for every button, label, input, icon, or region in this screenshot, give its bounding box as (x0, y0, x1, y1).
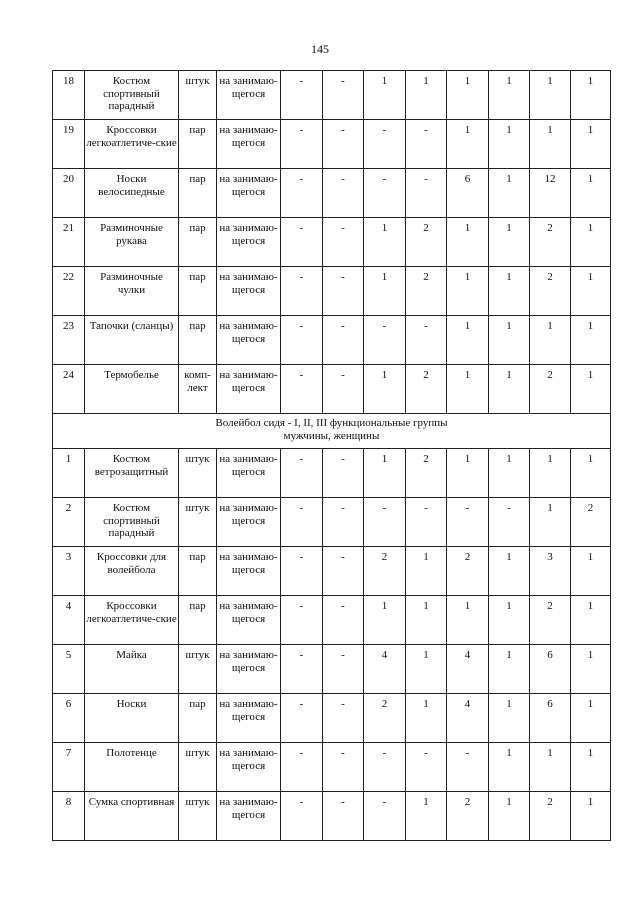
quantity-cell: 1 (447, 71, 489, 120)
quantity-cell: 1 (489, 645, 530, 694)
section-header-row (53, 414, 611, 449)
row-number: 21 (53, 218, 85, 267)
unit-cell: комп-лект (179, 365, 217, 414)
quantity-cell: - (281, 743, 323, 792)
quantity-cell: - (281, 169, 323, 218)
unit-cell: пар (179, 218, 217, 267)
quantity-cell: 1 (571, 218, 611, 267)
quantity-cell: - (323, 596, 364, 645)
quantity-cell: 2 (364, 547, 406, 596)
row-number: 8 (53, 792, 85, 841)
table-row (53, 218, 611, 267)
quantity-cell: - (323, 267, 364, 316)
quantity-cell: 3 (530, 547, 571, 596)
quantity-cell: - (323, 316, 364, 365)
quantity-cell: - (281, 596, 323, 645)
quantity-cell: 2 (447, 547, 489, 596)
quantity-cell: 2 (571, 498, 611, 547)
page-number: 145 (311, 42, 329, 56)
table-row (53, 743, 611, 792)
quantity-cell: 2 (530, 792, 571, 841)
unit-cell: пар (179, 120, 217, 169)
row-number: 7 (53, 743, 85, 792)
quantity-cell: - (406, 498, 447, 547)
quantity-cell: 6 (447, 169, 489, 218)
quantity-cell: - (281, 498, 323, 547)
quantity-cell: - (323, 547, 364, 596)
per-whom-cell: на занимаю-щегося (217, 449, 281, 498)
equipment-table (52, 70, 611, 841)
item-name: Кроссовки легкоатлетиче-ские (85, 120, 179, 169)
quantity-cell: - (281, 316, 323, 365)
quantity-cell: 1 (447, 596, 489, 645)
quantity-cell: - (281, 694, 323, 743)
quantity-cell: 1 (364, 596, 406, 645)
item-name: Термобелье (85, 365, 179, 414)
quantity-cell: - (281, 792, 323, 841)
quantity-cell: 1 (571, 645, 611, 694)
quantity-cell: - (447, 743, 489, 792)
unit-cell: пар (179, 169, 217, 218)
quantity-cell: - (323, 498, 364, 547)
per-whom-cell: на занимаю-щегося (217, 498, 281, 547)
per-whom-cell: на занимаю-щегося (217, 645, 281, 694)
quantity-cell: - (323, 645, 364, 694)
quantity-cell: - (447, 498, 489, 547)
quantity-cell: - (364, 120, 406, 169)
item-name: Разминочные чулки (85, 267, 179, 316)
quantity-cell: 1 (571, 267, 611, 316)
quantity-cell: 1 (530, 120, 571, 169)
table-row (53, 498, 611, 547)
quantity-cell: 1 (364, 267, 406, 316)
row-number: 19 (53, 120, 85, 169)
quantity-cell: 1 (406, 694, 447, 743)
quantity-cell: 2 (530, 365, 571, 414)
per-whom-cell: на занимаю-щегося (217, 71, 281, 120)
quantity-cell: - (323, 120, 364, 169)
quantity-cell: 1 (364, 365, 406, 414)
item-name: Костюм спортивный парадный (85, 71, 179, 120)
unit-cell: штук (179, 71, 217, 120)
item-name: Полотенце (85, 743, 179, 792)
unit-cell: штук (179, 498, 217, 547)
per-whom-cell: на занимаю-щегося (217, 267, 281, 316)
item-name: Носки (85, 694, 179, 743)
unit-cell: штук (179, 743, 217, 792)
quantity-cell: - (406, 316, 447, 365)
quantity-cell: - (323, 365, 364, 414)
quantity-cell: - (406, 169, 447, 218)
quantity-cell: - (281, 71, 323, 120)
quantity-cell: 2 (364, 694, 406, 743)
quantity-cell: 1 (447, 365, 489, 414)
unit-cell: пар (179, 316, 217, 365)
quantity-cell: 1 (489, 694, 530, 743)
quantity-cell: 1 (489, 547, 530, 596)
quantity-cell: 1 (447, 316, 489, 365)
quantity-cell: 2 (406, 218, 447, 267)
item-name: Костюм ветрозащитный (85, 449, 179, 498)
table-row (53, 365, 611, 414)
per-whom-cell: на занимаю-щегося (217, 169, 281, 218)
quantity-cell: 6 (530, 645, 571, 694)
quantity-cell: - (364, 169, 406, 218)
quantity-cell: 1 (571, 449, 611, 498)
table-row (53, 694, 611, 743)
quantity-cell: 1 (571, 596, 611, 645)
section-title (53, 414, 611, 449)
unit-cell: штук (179, 449, 217, 498)
quantity-cell: 1 (406, 71, 447, 120)
table-row (53, 547, 611, 596)
quantity-cell: - (364, 498, 406, 547)
quantity-cell: 1 (571, 71, 611, 120)
per-whom-cell: на занимаю-щегося (217, 743, 281, 792)
quantity-cell: - (364, 316, 406, 365)
section-title-line-2: мужчины, женщины (283, 429, 380, 442)
quantity-cell: 1 (489, 316, 530, 365)
quantity-cell: 1 (489, 218, 530, 267)
table-row (53, 792, 611, 841)
quantity-cell: - (364, 792, 406, 841)
quantity-cell: 1 (489, 71, 530, 120)
quantity-cell: - (323, 71, 364, 120)
quantity-cell: 1 (447, 449, 489, 498)
unit-cell: штук (179, 645, 217, 694)
quantity-cell: - (364, 743, 406, 792)
quantity-cell: - (406, 120, 447, 169)
quantity-cell: 1 (364, 218, 406, 267)
quantity-cell: 1 (406, 645, 447, 694)
section-title-line-1: Волейбол сидя - I, II, III функциональные группы (215, 417, 448, 429)
row-number: 3 (53, 547, 85, 596)
row-number: 6 (53, 694, 85, 743)
quantity-cell: 1 (447, 120, 489, 169)
unit-cell: пар (179, 694, 217, 743)
quantity-cell: - (323, 169, 364, 218)
quantity-cell: 1 (489, 449, 530, 498)
quantity-cell: 1 (571, 792, 611, 841)
item-name: Тапочки (сланцы) (85, 316, 179, 365)
quantity-cell: - (489, 498, 530, 547)
item-name: Майка (85, 645, 179, 694)
table-row (53, 316, 611, 365)
quantity-cell: 1 (489, 120, 530, 169)
quantity-cell: 1 (530, 449, 571, 498)
quantity-cell: 1 (447, 218, 489, 267)
quantity-cell: 2 (530, 596, 571, 645)
row-number: 22 (53, 267, 85, 316)
quantity-cell: 1 (571, 743, 611, 792)
item-name: Носки велосипедные (85, 169, 179, 218)
quantity-cell: 1 (406, 547, 447, 596)
quantity-cell: 4 (364, 645, 406, 694)
equipment-table-body (53, 71, 611, 841)
quantity-cell: 1 (571, 365, 611, 414)
table-row (53, 596, 611, 645)
quantity-cell: 1 (364, 449, 406, 498)
quantity-cell: 1 (571, 316, 611, 365)
quantity-cell: 2 (406, 449, 447, 498)
table-row (53, 169, 611, 218)
row-number: 4 (53, 596, 85, 645)
quantity-cell: 2 (530, 267, 571, 316)
row-number: 20 (53, 169, 85, 218)
row-number: 23 (53, 316, 85, 365)
quantity-cell: - (281, 120, 323, 169)
quantity-cell: - (281, 218, 323, 267)
per-whom-cell: на занимаю-щегося (217, 365, 281, 414)
quantity-cell: 1 (571, 120, 611, 169)
quantity-cell: 1 (489, 169, 530, 218)
per-whom-cell: на занимаю-щегося (217, 596, 281, 645)
quantity-cell: 1 (571, 547, 611, 596)
row-number: 1 (53, 449, 85, 498)
unit-cell: штук (179, 792, 217, 841)
quantity-cell: 4 (447, 694, 489, 743)
per-whom-cell: на занимаю-щегося (217, 792, 281, 841)
item-name: Кроссовки легкоатлетиче-ские (85, 596, 179, 645)
per-whom-cell: на занимаю-щегося (217, 316, 281, 365)
quantity-cell: - (323, 218, 364, 267)
quantity-cell: 2 (447, 792, 489, 841)
unit-cell: пар (179, 596, 217, 645)
item-name: Разминочные рукава (85, 218, 179, 267)
quantity-cell: 2 (406, 365, 447, 414)
table-row (53, 71, 611, 120)
quantity-cell: - (281, 547, 323, 596)
unit-cell: пар (179, 547, 217, 596)
per-whom-cell: на занимаю-щегося (217, 120, 281, 169)
item-name: Сумка спортивная (85, 792, 179, 841)
table-row (53, 449, 611, 498)
quantity-cell: 12 (530, 169, 571, 218)
quantity-cell: - (281, 365, 323, 414)
quantity-cell: 1 (530, 71, 571, 120)
quantity-cell: - (281, 267, 323, 316)
quantity-cell: - (323, 743, 364, 792)
quantity-cell: - (323, 694, 364, 743)
item-name: Костюм спортивный парадный (85, 498, 179, 547)
quantity-cell: - (323, 792, 364, 841)
quantity-cell: 1 (489, 596, 530, 645)
row-number: 2 (53, 498, 85, 547)
quantity-cell: 1 (406, 792, 447, 841)
row-number: 5 (53, 645, 85, 694)
quantity-cell: 1 (489, 792, 530, 841)
table-row (53, 120, 611, 169)
quantity-cell: 1 (530, 316, 571, 365)
quantity-cell: 4 (447, 645, 489, 694)
quantity-cell: 1 (571, 169, 611, 218)
table-row (53, 267, 611, 316)
quantity-cell: - (406, 743, 447, 792)
quantity-cell: - (323, 449, 364, 498)
unit-cell: пар (179, 267, 217, 316)
item-name: Кроссовки для волейбола (85, 547, 179, 596)
quantity-cell: 1 (489, 365, 530, 414)
quantity-cell: 1 (489, 267, 530, 316)
quantity-cell: 1 (406, 596, 447, 645)
quantity-cell: 1 (489, 743, 530, 792)
quantity-cell: 2 (406, 267, 447, 316)
quantity-cell: 2 (530, 218, 571, 267)
per-whom-cell: на занимаю-щегося (217, 694, 281, 743)
quantity-cell: - (281, 449, 323, 498)
row-number: 18 (53, 71, 85, 120)
row-number: 24 (53, 365, 85, 414)
quantity-cell: 1 (530, 498, 571, 547)
quantity-cell: - (281, 645, 323, 694)
quantity-cell: 1 (364, 71, 406, 120)
quantity-cell: 6 (530, 694, 571, 743)
quantity-cell: 1 (530, 743, 571, 792)
table-row (53, 645, 611, 694)
per-whom-cell: на занимаю-щегося (217, 218, 281, 267)
per-whom-cell: на занимаю-щегося (217, 547, 281, 596)
quantity-cell: 1 (447, 267, 489, 316)
quantity-cell: 1 (571, 694, 611, 743)
